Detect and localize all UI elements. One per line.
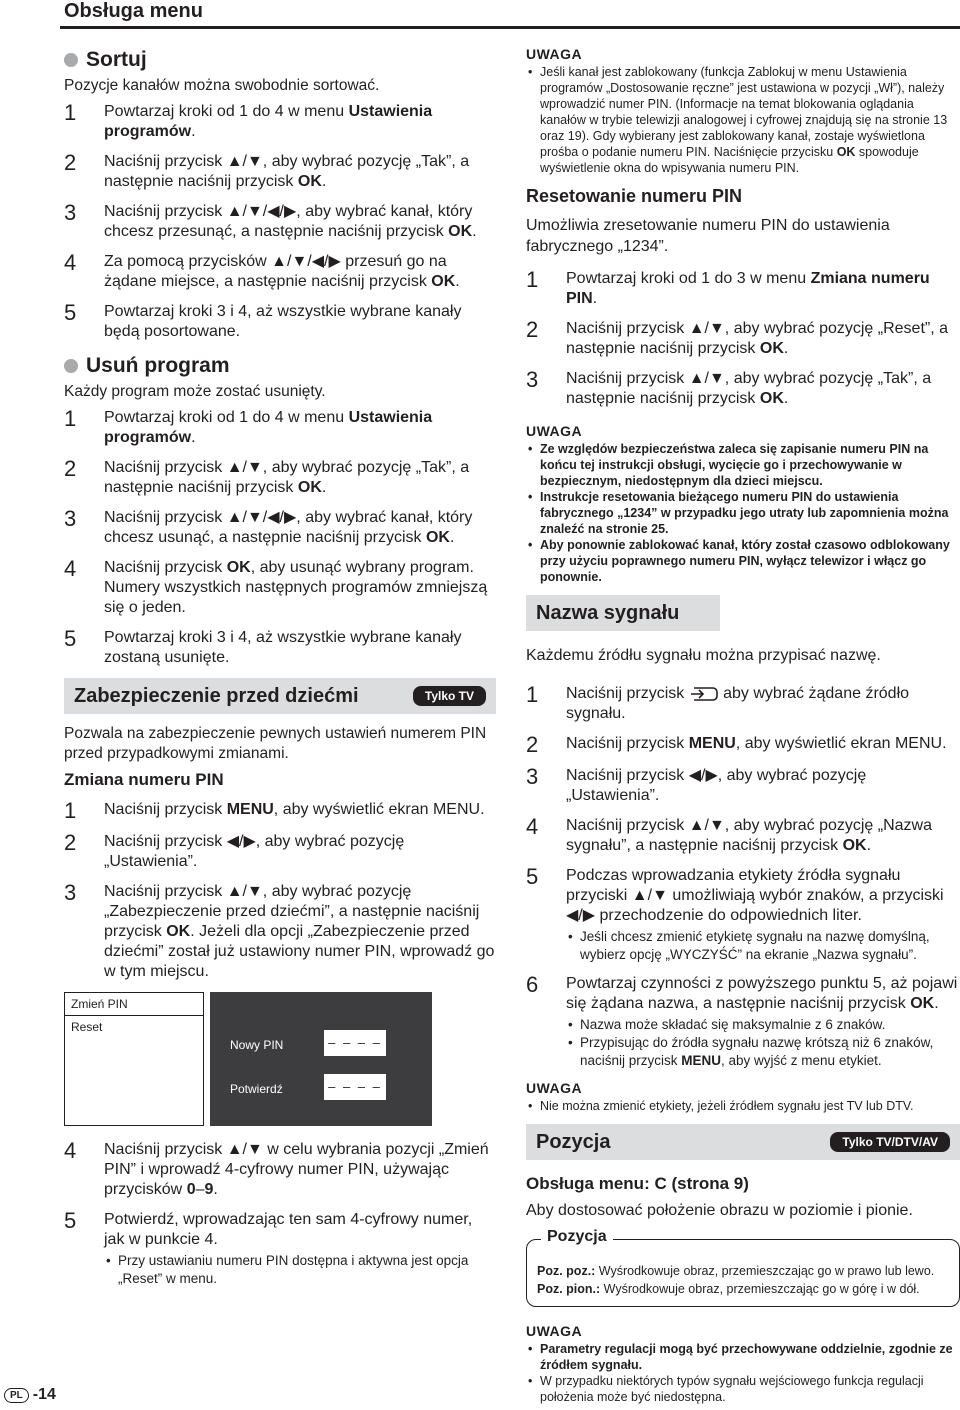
steps-usun bbox=[64, 408, 496, 668]
section-header-pozycja bbox=[526, 1124, 960, 1160]
step-bold: MENU bbox=[226, 801, 274, 818]
step6-note-list bbox=[566, 1016, 960, 1070]
uwaga-list-3 bbox=[526, 1098, 960, 1114]
tv-only-badge: Tylko TV bbox=[413, 686, 486, 706]
step-bold: 9 bbox=[204, 1181, 214, 1198]
step-item bbox=[64, 832, 496, 872]
step-item bbox=[64, 102, 496, 142]
pozycja-row-vertical bbox=[537, 1280, 949, 1298]
step-number: 4 bbox=[526, 814, 539, 839]
step5-note: • Jeśli chcesz zmienić etykietę sygnału na nazwę domyślną, wybierz opcję „WYCZYŚĆ” na ekranie „Nazwa sygnału”. bbox=[566, 928, 960, 964]
step-number: 2 bbox=[64, 830, 77, 855]
pozycja-row-horizontal bbox=[537, 1262, 949, 1280]
step-number: 1 bbox=[526, 267, 539, 292]
section-header-zabezpieczenie bbox=[64, 678, 496, 714]
step-number: 3 bbox=[526, 764, 539, 789]
heading-reset-pin: Resetowanie numeru PIN bbox=[526, 186, 743, 206]
menu-item-reset[interactable]: Reset bbox=[71, 1020, 103, 1034]
step-text: Naciśnij przycisk ▲/▼, aby wybrać pozycję „Tak”, a następnie naciśnij przycisk OK. bbox=[566, 370, 932, 407]
left-column bbox=[64, 46, 496, 1288]
step-number: 5 bbox=[526, 864, 539, 889]
sub-heading-pozycja: Obsługa menu: C (strona 9) bbox=[526, 1174, 749, 1193]
step-bold: OK bbox=[166, 923, 191, 940]
step-number: 2 bbox=[526, 317, 539, 342]
uwaga-item: • Aby ponownie zablokować kanał, który został czasowo odblokowany przy użyciu poprawnego numeru PIN, wyłącz telewizor i włącz go ponownie. bbox=[526, 537, 960, 585]
step-bold: OK bbox=[226, 559, 251, 576]
step-item bbox=[526, 684, 960, 724]
page-title: Obsługa menu bbox=[64, 0, 203, 22]
step-text: Naciśnij przycisk ▲/▼/◀/▶, aby wybrać kanał, który chcesz przesunąć, a następnie naciśnij przycisk OK. bbox=[104, 203, 477, 240]
step-item bbox=[64, 302, 496, 342]
intro-usun: Każdy program może zostać usunięty. bbox=[64, 383, 326, 400]
uwaga-list-4 bbox=[526, 1341, 960, 1405]
step-item bbox=[64, 202, 496, 242]
step-number: 5 bbox=[64, 626, 77, 651]
step-text: Naciśnij przycisk ▲/▼ w celu wybrania pozycji „Zmień PIN” i wprowadź 4-cyfrowy numer PIN, używając przycisków 0–9. bbox=[104, 1141, 489, 1198]
step-bold: OK bbox=[842, 837, 867, 854]
step-item bbox=[526, 319, 960, 359]
step-text: Naciśnij przycisk ▲/▼, aby wybrać pozycję „Reset”, a następnie naciśnij przycisk OK. bbox=[566, 320, 948, 357]
heading-text: Sortuj bbox=[86, 48, 147, 71]
note-text: Jeśli kanał jest zablokowany (funkcja Zablokuj w menu Ustawienia programów „Dostosowanie ręczne” jest ustawiona w pozycji „Wł”), należy wprowadzić numer PIN. (Informacje na temat blokowania oglądania kanałów w trybie telewizji analogowej i cyfrowej znajdują się na stronie 13 oraz 19). Gdy wybierany jest zablokowany kanał, zostaje wyświetlona prośba o podanie numeru PIN. Naciśnięcie przycisku bbox=[540, 65, 948, 159]
step5-note: • Przy ustawianiu numeru PIN dostępna i aktywna jest opcja „Reset” w menu. bbox=[104, 1252, 496, 1288]
heading-text: Pozycja bbox=[536, 1130, 611, 1153]
step-item bbox=[64, 152, 496, 192]
step-text: Naciśnij przycisk ▲/▼, aby wybrać pozycję „Nazwa sygnału”, a następnie naciśnij przycisk OK. bbox=[566, 817, 932, 854]
title-rule bbox=[60, 26, 960, 29]
step-text: Powtarzaj kroki od 1 do 4 w menu Ustawienia programów. bbox=[104, 409, 433, 446]
step-bold: OK bbox=[759, 340, 784, 357]
step-text: Naciśnij przycisk ▲/▼, aby wybrać pozycję „Zabezpieczenie przed dziećmi”, a następnie naciśnij przycisk OK. Jeżeli dla opcji „Zabezpieczenie przed dziećmi” został już ustawiony numer PIN, wprowadź go w tym miejscu. bbox=[104, 883, 495, 980]
step-item bbox=[64, 558, 496, 618]
menu-item-zmien-pin[interactable]: Zmień PIN bbox=[65, 993, 203, 1016]
new-pin-label: Nowy PIN bbox=[230, 1038, 284, 1052]
step-number: 1 bbox=[64, 798, 77, 823]
page-number-badge bbox=[4, 1386, 56, 1404]
step-number: 4 bbox=[64, 556, 77, 581]
step5-note-list bbox=[566, 928, 960, 964]
step-text: Naciśnij przycisk ▲/▼, aby wybrać pozycję „Tak”, a następnie naciśnij przycisk OK. bbox=[104, 153, 470, 190]
uwaga-item bbox=[526, 64, 960, 176]
page-number: -14 bbox=[32, 1386, 56, 1403]
step-item bbox=[64, 800, 496, 822]
step-number: 5 bbox=[64, 300, 77, 325]
uwaga-label-4: UWAGA bbox=[526, 1323, 583, 1339]
uwaga-list-1 bbox=[526, 64, 960, 176]
step-text: Potwierdź, wprowadzając ten sam 4-cyfrowy numer, jak w punkcie 4. bbox=[104, 1211, 473, 1248]
step-bold: 0 bbox=[186, 1181, 196, 1198]
row-text: Wyśrodkowuje obraz, przemieszczając go w prawo lub lewo. bbox=[595, 1264, 935, 1278]
step-item bbox=[526, 369, 960, 409]
step-number: 3 bbox=[526, 367, 539, 392]
step-item bbox=[526, 269, 960, 309]
step-item bbox=[64, 628, 496, 668]
step-number: 2 bbox=[64, 456, 77, 481]
steps-nazwa bbox=[526, 684, 960, 1070]
step-bold: OK bbox=[910, 995, 935, 1012]
intro-pozycja: Aby dostosować położenie obrazu w poziomie i pionie. bbox=[526, 1202, 913, 1219]
note-text: spowoduje wyświetlenie okna do wpisywania numeru PIN. bbox=[540, 145, 919, 175]
heading-text: Usuń program bbox=[86, 354, 230, 377]
step-text: Naciśnij przycisk MENU, aby wyświetlić ekran MENU. bbox=[104, 801, 485, 818]
pin-menu-screenshot bbox=[64, 992, 432, 1126]
bullet-dot-icon bbox=[64, 53, 78, 67]
step-item bbox=[64, 1210, 496, 1250]
uwaga-item: • Ze względów bezpieczeństwa zaleca się zapisanie numeru PIN na końcu tej instrukcji obsługi, wycięcie go i przechowywanie w bezpiecznym, niedostępnym dla dzieci miejscu. bbox=[526, 441, 960, 489]
step-item bbox=[64, 252, 496, 292]
step-text: Za pomocą przycisków ▲/▼/◀/▶ przesuń go na żądane miejsce, a następnie naciśnij przycisk OK. bbox=[104, 253, 460, 290]
step-item bbox=[526, 816, 960, 856]
uwaga-item: • Nie można zmienić etykiety, jeżeli źródłem sygnału jest TV lub DTV. bbox=[526, 1098, 960, 1114]
intro-sortuj: Pozycje kanałów można swobodnie sortować. bbox=[64, 77, 380, 94]
sub-heading-zmiana-pin: Zmiana numeru PIN bbox=[64, 770, 224, 789]
uwaga-label-1: UWAGA bbox=[526, 46, 583, 62]
step-bold: MENU bbox=[688, 735, 736, 752]
note-bold: OK bbox=[836, 145, 856, 159]
step-item bbox=[526, 974, 960, 1070]
pin-menu-list bbox=[64, 992, 204, 1126]
row-label: Poz. pion.: bbox=[537, 1282, 601, 1296]
section-heading-usun bbox=[64, 352, 496, 380]
step-item bbox=[64, 408, 496, 448]
step5-note-list bbox=[104, 1252, 496, 1288]
tv-dtv-av-badge: Tylko TV/DTV/AV bbox=[830, 1132, 950, 1152]
step-number: 6 bbox=[526, 972, 539, 997]
step-item bbox=[64, 458, 496, 498]
bullet-dot-icon bbox=[64, 359, 78, 373]
step-text: Naciśnij przycisk ◀/▶, aby wybrać pozycję „Ustawienia”. bbox=[104, 833, 405, 870]
language-badge: PL bbox=[4, 1388, 29, 1403]
step-item bbox=[64, 882, 496, 982]
step-text: Powtarzaj kroki 3 i 4, aż wszystkie wybrane kanały będą posortowane. bbox=[104, 303, 462, 340]
step-item bbox=[64, 1140, 496, 1200]
step-number: 3 bbox=[64, 506, 77, 531]
pozycja-frame bbox=[526, 1228, 960, 1307]
input-source-icon bbox=[689, 685, 719, 703]
intro-reset-pin: Umożliwia zresetowanie numeru PIN do ustawienia fabrycznego „1234”. bbox=[526, 217, 890, 255]
step-item bbox=[526, 766, 960, 806]
pozycja-frame-title: Pozycja bbox=[541, 1228, 613, 1246]
step-number: 4 bbox=[64, 1138, 77, 1163]
right-column bbox=[526, 46, 960, 1410]
pin-entry-panel bbox=[210, 992, 432, 1126]
uwaga-item: • Parametry regulacji mogą być przechowywane oddzielnie, zgodnie ze źródłem sygnału. bbox=[526, 1341, 960, 1373]
row-label: Poz. poz.: bbox=[537, 1264, 596, 1278]
step-number: 1 bbox=[64, 100, 77, 125]
step-text: Naciśnij przycisk aby wybrać żądane źródło sygnału. bbox=[566, 685, 910, 722]
row-text: Wyśrodkowuje obraz, przemieszczając go w górę i w dół. bbox=[600, 1282, 920, 1296]
uwaga-item: • Instrukcje resetowania bieżącego numeru PIN do ustawienia fabrycznego „1234” w przypadku jego utraty lub zapomnienia można znaleźć na stronie 25. bbox=[526, 489, 960, 537]
step-text: Naciśnij przycisk ▲/▼/◀/▶, aby wybrać kanał, który chcesz usunąć, a następnie naciśnij przycisk OK. bbox=[104, 509, 473, 546]
step-bold: OK bbox=[759, 390, 784, 407]
confirm-pin-field[interactable]: – – – – bbox=[324, 1074, 386, 1100]
uwaga-list-2 bbox=[526, 441, 960, 585]
confirm-pin-label: Potwierdź bbox=[230, 1082, 283, 1096]
step6-note: • Nazwa może składać się maksymalnie z 6 znaków. bbox=[566, 1016, 960, 1034]
step-text: Naciśnij przycisk ▲/▼, aby wybrać pozycję „Tak”, a następnie naciśnij przycisk OK. bbox=[104, 459, 470, 496]
steps-zmiana-pin-2 bbox=[64, 1140, 496, 1250]
step-text: Naciśnij przycisk ◀/▶, aby wybrać pozycję „Ustawienia”. bbox=[566, 767, 867, 804]
step-bold: OK bbox=[431, 273, 456, 290]
step-number: 4 bbox=[64, 250, 77, 275]
step-number: 1 bbox=[64, 406, 77, 431]
heading-text: Nazwa sygnału bbox=[536, 601, 680, 624]
step-bold: OK bbox=[297, 173, 322, 190]
step-text: Podczas wprowadzania etykiety źródła sygnału przyciski ▲/▼ umożliwiają wybór znaków, a przyciski ◀/▶ przechodzenie do odpowiednich liter. • Jeśli chcesz zmienić etykietę sygnału na nazwę domyślną, wybierz opcję „WYCZYŚĆ” na ekranie „Nazwa sygnału”. bbox=[566, 866, 960, 964]
step-bold: Ustawienia programów bbox=[104, 103, 433, 140]
new-pin-field[interactable]: – – – – bbox=[324, 1030, 386, 1056]
step-text: Powtarzaj kroki 3 i 4, aż wszystkie wybrane kanały zostaną usunięte. bbox=[104, 629, 462, 666]
section-heading-sortuj bbox=[64, 46, 496, 74]
steps-reset-pin bbox=[526, 269, 960, 409]
step-number: 3 bbox=[64, 880, 77, 905]
step-number: 2 bbox=[64, 150, 77, 175]
step-item bbox=[526, 734, 960, 756]
step-bold: OK bbox=[448, 223, 473, 240]
step-text: Powtarzaj kroki od 1 do 4 w menu Ustawienia programów. bbox=[104, 103, 433, 140]
step6-note: • Przypisując do źródła sygnału nazwę krótszą niż 6 znaków, naciśnij przycisk MENU, aby wyjść z menu etykiet. bbox=[566, 1034, 960, 1070]
step-text: Powtarzaj czynności z powyższego punktu 5, aż pojawi się żądana nazwa, a następnie naciśnij przycisk OK. • Nazwa może składać się maksymalnie z 6 znaków. • Przypisując do źródła sygnału nazwę krótszą niż 6 znaków, naciśnij przycisk MENU, aby wyjść z menu etykiet. bbox=[566, 974, 960, 1070]
steps-zmiana-pin bbox=[64, 800, 496, 982]
uwaga-item: • W przypadku niektórych typów sygnału wejściowego funkcja regulacji położenia może być niedostępna. bbox=[526, 1373, 960, 1405]
step-item bbox=[526, 866, 960, 964]
step-text: Naciśnij przycisk MENU, aby wyświetlić ekran MENU. bbox=[566, 735, 947, 752]
note-bold: MENU bbox=[681, 1053, 722, 1068]
step-bold: OK bbox=[297, 479, 322, 496]
intro-nazwa: Każdemu źródłu sygnału można przypisać nazwę. bbox=[526, 647, 881, 664]
section-header-nazwa bbox=[526, 595, 720, 631]
step-number: 3 bbox=[64, 200, 77, 225]
step-number: 1 bbox=[526, 682, 539, 707]
step-bold: Zmiana numeru PIN bbox=[566, 270, 930, 307]
intro-zabezpieczenie: Pozwala na zabezpieczenie pewnych ustawień numerem PIN przed przypadkowymi zmianami. bbox=[64, 725, 487, 762]
step-bold: Ustawienia programów bbox=[104, 409, 433, 446]
step-number: 5 bbox=[64, 1208, 77, 1233]
uwaga-label-3: UWAGA bbox=[526, 1080, 583, 1096]
step-text: Naciśnij przycisk OK, aby usunąć wybrany program. Numery wszystkich następnych programów zmniejszą się o jeden. bbox=[104, 559, 488, 616]
step-item bbox=[64, 508, 496, 548]
step-bold: OK bbox=[425, 529, 450, 546]
heading-text: Zabezpieczenie przed dziećmi bbox=[74, 684, 359, 707]
steps-sortuj bbox=[64, 102, 496, 342]
step-text: Powtarzaj kroki od 1 do 3 w menu Zmiana numeru PIN. bbox=[566, 270, 930, 307]
uwaga-label-2: UWAGA bbox=[526, 423, 583, 439]
step-number: 2 bbox=[526, 732, 539, 757]
